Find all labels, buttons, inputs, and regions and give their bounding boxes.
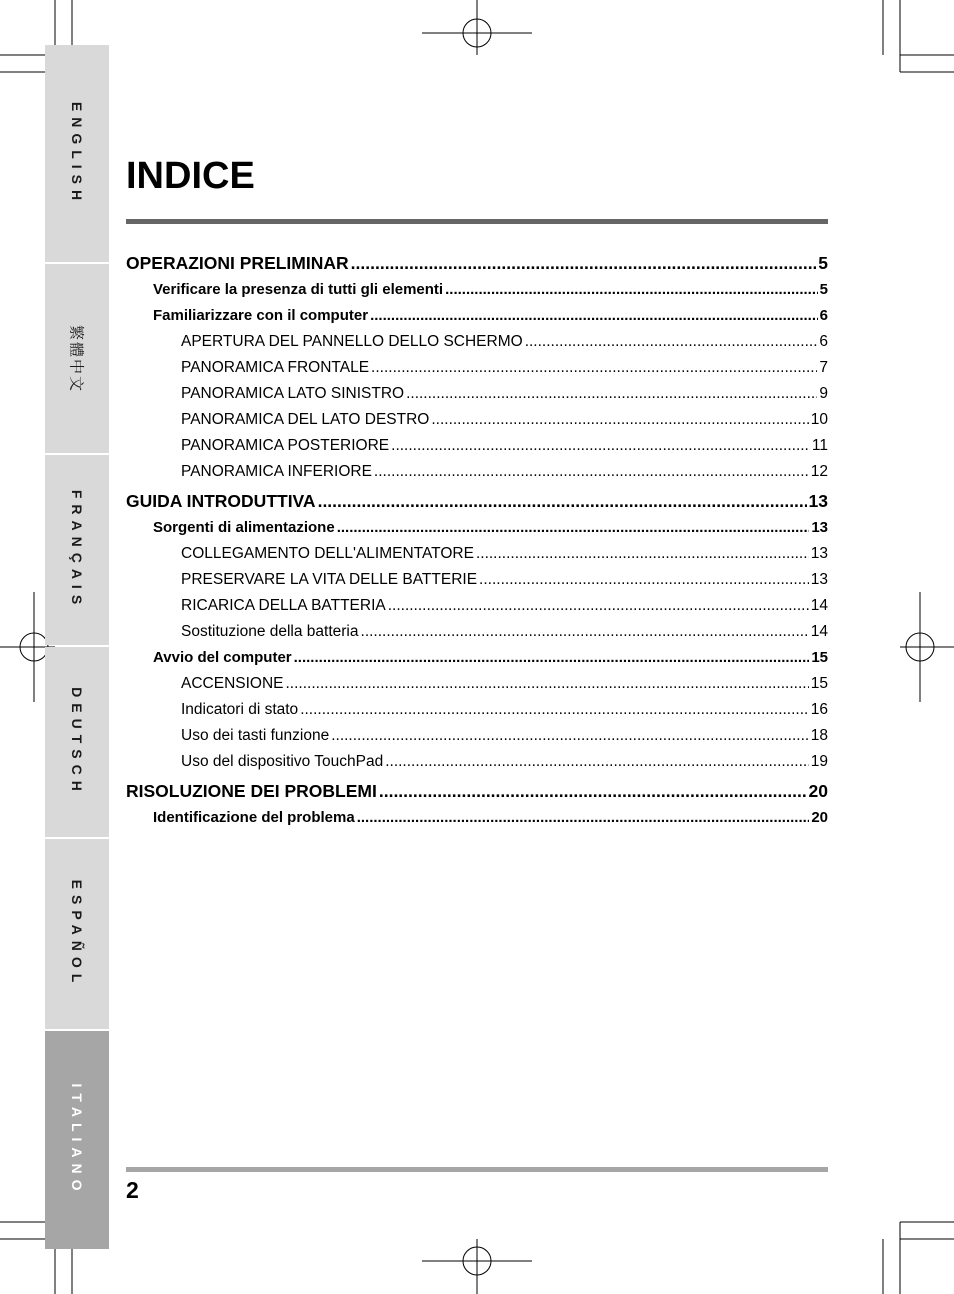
- toc-entry-page: 14: [810, 623, 828, 640]
- toc-entry[interactable]: [181, 597, 828, 615]
- tab-english[interactable]: [45, 45, 109, 262]
- toc-leader-dots: [476, 545, 809, 563]
- toc-entry[interactable]: [181, 385, 828, 403]
- toc-leader-dots: [294, 649, 810, 666]
- toc-leader-dots: [331, 727, 809, 745]
- toc-entry-page: 13: [810, 545, 828, 562]
- toc-leader-dots: [357, 809, 810, 826]
- toc-entry-page: 16: [810, 701, 828, 718]
- toc-entry-page: 7: [819, 359, 828, 376]
- toc-entry-title: Avvio del computer: [153, 649, 292, 666]
- toc-entry-title: RICARICA DELLA BATTERIA: [181, 597, 386, 614]
- toc-entry-page: 14: [810, 597, 828, 614]
- toc-leader-dots: [300, 701, 809, 719]
- toc-entry[interactable]: [153, 809, 828, 826]
- page-title: INDICE: [126, 155, 255, 197]
- tab-spanish-label: ESPAÑOL: [69, 879, 85, 989]
- toc-entry[interactable]: [181, 623, 828, 641]
- toc-leader-dots: [371, 359, 817, 377]
- toc-entry-title: RISOLUZIONE DEI PROBLEMI: [126, 781, 377, 801]
- toc-entry-page: 13: [810, 571, 828, 588]
- toc-entry[interactable]: [181, 411, 828, 429]
- page-number: 2: [126, 1177, 139, 1203]
- toc-entry-title: PANORAMICA POSTERIORE: [181, 437, 390, 454]
- toc-entry-page: 15: [810, 675, 828, 692]
- toc-entry-title: Uso dei tasti funzione: [181, 727, 330, 744]
- toc-entry[interactable]: [181, 333, 828, 351]
- tab-italian-label: ITALIANO: [69, 1083, 85, 1197]
- toc-entry-title: PANORAMICA FRONTALE: [181, 359, 370, 376]
- toc-entry-page: 15: [811, 649, 828, 666]
- tab-chinese-label: 繁體中文: [67, 324, 86, 393]
- toc-entry[interactable]: [126, 781, 828, 802]
- tab-german[interactable]: [45, 647, 109, 837]
- toc-entry[interactable]: [126, 253, 828, 274]
- tab-chinese[interactable]: [45, 264, 109, 453]
- toc-entry[interactable]: [181, 727, 828, 745]
- toc-entry[interactable]: [153, 519, 828, 536]
- toc-leader-dots: [379, 781, 807, 802]
- toc-leader-dots: [525, 333, 818, 351]
- toc-entry-title: PANORAMICA INFERIORE: [181, 463, 372, 480]
- toc-entry-page: 12: [810, 463, 828, 480]
- tab-spanish[interactable]: [45, 839, 109, 1029]
- toc-entry-page: 5: [819, 281, 828, 298]
- toc-entry[interactable]: [181, 675, 828, 693]
- toc-entry-title: OPERAZIONI PRELIMINAR: [126, 253, 349, 273]
- toc-leader-dots: [388, 597, 809, 615]
- toc-entry-title: COLLEGAMENTO DELL'ALIMENTATORE: [181, 545, 474, 562]
- toc-leader-dots: [318, 491, 807, 512]
- toc-leader-dots: [370, 307, 818, 324]
- toc-entry[interactable]: [181, 359, 828, 377]
- toc-leader-dots: [337, 519, 810, 536]
- toc-entry-page: 20: [808, 781, 828, 801]
- toc-entry-page: 20: [811, 809, 828, 826]
- toc-entry-title: Identificazione del problema: [153, 809, 355, 826]
- toc-entry-title: Verificare la presenza di tutti gli elementi: [153, 281, 444, 298]
- toc-leader-dots: [351, 253, 817, 274]
- toc-leader-dots: [391, 437, 810, 455]
- toc-entry-title: APERTURA DEL PANNELLO DELLO SCHERMO: [181, 333, 523, 350]
- toc-entry[interactable]: [181, 753, 828, 771]
- toc-entry-page: 13: [808, 491, 828, 511]
- tab-italian[interactable]: [45, 1031, 109, 1249]
- toc-entry[interactable]: [181, 701, 828, 719]
- toc-leader-dots: [479, 571, 809, 589]
- toc-entry-page: 5: [818, 253, 828, 273]
- toc-entry-page: 10: [810, 411, 828, 428]
- footer-divider: [126, 1167, 828, 1172]
- toc-entry[interactable]: [153, 281, 828, 298]
- toc-entry-title: Sorgenti di alimentazione: [153, 519, 335, 536]
- toc-entry-page: 18: [810, 727, 828, 744]
- toc-entry[interactable]: [153, 307, 828, 324]
- toc-leader-dots: [445, 281, 818, 298]
- tab-french[interactable]: [45, 455, 109, 645]
- toc-entry-title: Uso del dispositivo TouchPad: [181, 753, 384, 770]
- toc-entry[interactable]: [181, 545, 828, 563]
- tab-english-label: ENGLISH: [69, 101, 85, 206]
- toc-entry[interactable]: [153, 649, 828, 666]
- title-divider: [126, 219, 828, 224]
- toc-entry[interactable]: [181, 463, 828, 481]
- toc-entry[interactable]: [181, 571, 828, 589]
- toc-entry-title: GUIDA INTRODUTTIVA: [126, 491, 316, 511]
- toc-entry[interactable]: [126, 491, 828, 512]
- language-tabs: [45, 45, 109, 1249]
- toc-leader-dots: [286, 675, 809, 693]
- toc-leader-dots: [406, 385, 817, 403]
- toc-entry-page: 6: [819, 307, 828, 324]
- tab-german-label: DEUTSCH: [69, 687, 85, 797]
- toc-leader-dots: [385, 753, 809, 771]
- toc-entry-title: ACCENSIONE: [181, 675, 284, 692]
- toc-entry-title: Indicatori di stato: [181, 701, 299, 718]
- toc-entry-page: 19: [810, 753, 828, 770]
- toc-entry-title: PANORAMICA DEL LATO DESTRO: [181, 411, 430, 428]
- toc-leader-dots: [361, 623, 809, 641]
- toc-entry-title: PANORAMICA LATO SINISTRO: [181, 385, 405, 402]
- toc-entry-title: Familiarizzare con il computer: [153, 307, 369, 324]
- toc-entry-title: PRESERVARE LA VITA DELLE BATTERIE: [181, 571, 478, 588]
- toc-leader-dots: [374, 463, 809, 481]
- tab-french-label: FRANÇAIS: [69, 489, 85, 611]
- toc-leader-dots: [431, 411, 808, 429]
- toc-entry-page: 9: [819, 385, 828, 402]
- toc-entry[interactable]: [181, 437, 828, 455]
- toc-entry-page: 11: [811, 437, 828, 454]
- toc-entry-title: Sostituzione della batteria: [181, 623, 359, 640]
- toc-entry-page: 13: [811, 519, 828, 536]
- toc-entry-page: 6: [819, 333, 828, 350]
